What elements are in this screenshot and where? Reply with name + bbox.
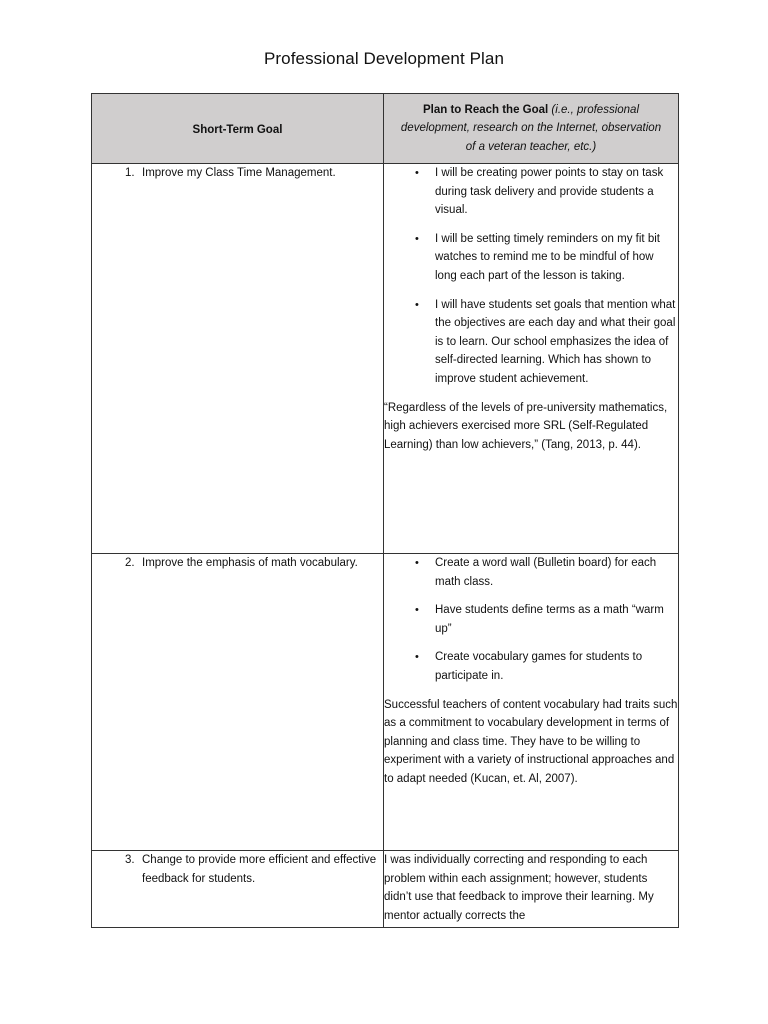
plan-bullet-list: [384, 164, 678, 389]
plan-note: Successful teachers of content vocabulary had traits such as a commitment to vocabulary development in terms of planning and class time. They have to be willing to experiment with a variety of instructional approaches and to adapt needed (Kucan, et. Al, 2007).: [384, 698, 678, 785]
table-header-row: [92, 94, 679, 164]
list-item: • Create a word wall (Bulletin board) for each math class.: [384, 554, 678, 591]
plan-header: [384, 94, 679, 164]
goal-text: Improve my Class Time Management.: [142, 167, 336, 179]
goal-text: Improve the emphasis of math vocabulary.: [142, 557, 358, 569]
goal-number: 1.: [125, 167, 135, 179]
plan-note: I was individually correcting and responding to each problem within each assignment; however, students didn’t use that feedback to improve their learning. My mentor actually corrects the: [384, 854, 654, 922]
goal-cell: [92, 164, 384, 554]
bullet-icon: •: [415, 557, 419, 569]
table-row: [92, 164, 679, 554]
goal-cell: [92, 851, 384, 928]
list-item: • Create vocabulary games for students to participate in.: [384, 648, 678, 685]
short-term-goal-header: Short-Term Goal: [92, 94, 384, 164]
goal-number: 3.: [125, 854, 135, 866]
plan-note: “Regardless of the levels of pre-university mathematics, high achievers exercised more SRL (Self-Regulated Learning) than low achievers,” (Tang, 2013, p. 44).: [384, 401, 668, 451]
bullet-icon: •: [415, 298, 419, 311]
plan-header-title: Plan to Reach the Goal: [422, 103, 549, 116]
table-row: [92, 554, 679, 851]
plan-cell: [384, 164, 679, 554]
list-item: • Have students define terms as a math “warm up”: [384, 601, 678, 638]
goal-text: Change to provide more efficient and effective feedback for students.: [142, 854, 377, 885]
plan-header-examples: (i.e., professional development, research on the Internet, observation of a veteran teacher, etc.): [400, 103, 662, 153]
goal-number: 2.: [125, 557, 135, 569]
table-row: [92, 851, 679, 928]
list-item: • I will be creating power points to stay on task during task delivery and provide students a visual.: [384, 164, 678, 220]
bullet-icon: •: [415, 604, 419, 617]
plan-bullet-list: [384, 554, 678, 686]
plan-table: [91, 93, 679, 928]
list-item: • I will have students set goals that mention what the objectives are each day and what their goal is to learn. Our school emphasizes the idea of self-directed learning. Which has shown to improve student achievement.: [384, 296, 678, 389]
goal-cell: [92, 554, 384, 851]
bullet-icon: •: [415, 651, 419, 664]
bullet-icon: •: [415, 232, 419, 245]
list-item: • I will be setting timely reminders on my fit bit watches to remind me to be mindful of how long each part of the lesson is taking.: [384, 230, 678, 286]
bullet-icon: •: [415, 167, 419, 179]
page-title: Professional Development Plan: [263, 49, 505, 68]
plan-cell: [384, 554, 679, 851]
plan-cell: [384, 851, 679, 928]
